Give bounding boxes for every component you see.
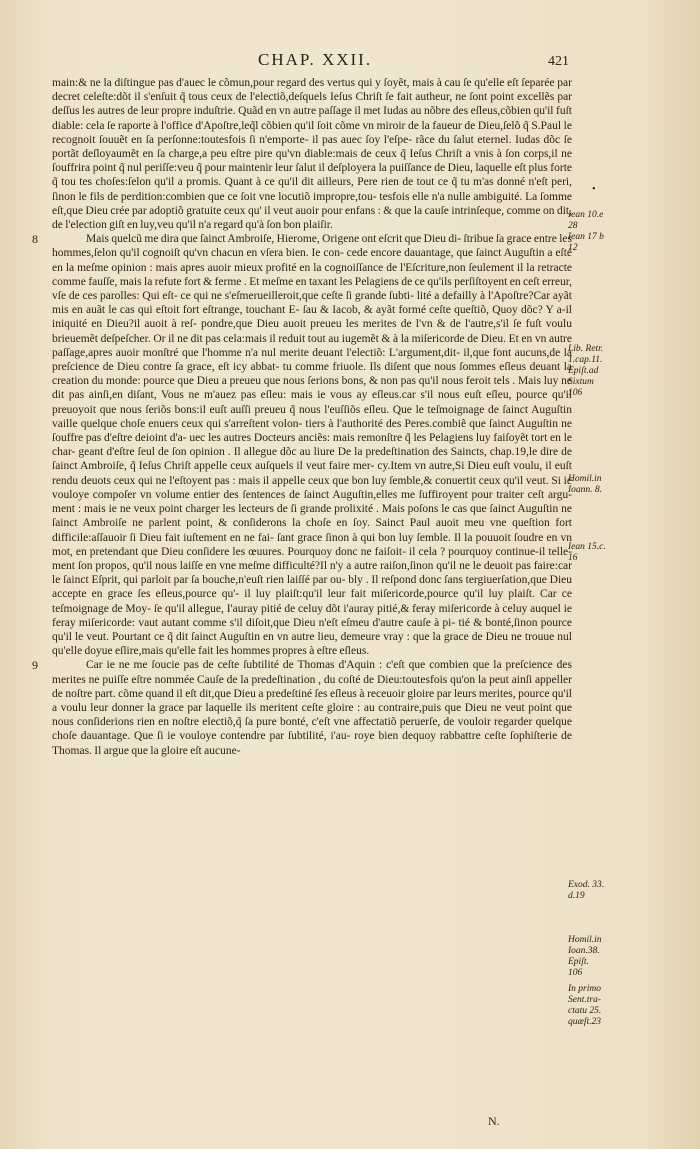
- marginal-note-line: 1.cap.11.: [568, 355, 603, 365]
- marginal-note-line: Exod. 33.: [568, 880, 605, 890]
- marginal-note-line: Iean 17 b: [568, 232, 604, 242]
- marginal-note-line: 28: [568, 221, 578, 231]
- paragraph-number: 9: [32, 658, 38, 673]
- paragraph-text: main:& ne la diſtingue pas d'auec le cõmun,pour regard des vertus qui y ſoyẽt, mais à cau ſe qu'elle eſt ſeparée par decret celeſte:dõt il s'enſuit q̃ tous ceux de l'electiõ,deſquels Ieſus Chriſt ſe fait autheur, ne ſont point excellẽs par deſſus les autres de leur propre induſtrie. Quãd en vn autre paſſage il met Iudas au nõbre des eſleus,cõbien qu'il fuſt diable: cela ſe raporte à l'office d'Apoſtre,leq̃l cõbien qu'il ſoit cõme vn miroir de la faueur de Dieu,ſelõ q̃ S.Paul le recognoit ſouuẽt en ſa perſonne:toutesfois ſi n'emporte- il pas auec ſoy l'eſpe- rãce du ſalut eternel. Iudas dõc ſe portãt deſloyaumẽt en ſa charge,a peu eſtre pire qu'vn diable:mais de ceux q̃ Ieſus Chriſt a vnis à ſon corps,il ne ſouffrira point q̃ nul periſſe:veu q̃ pour maintenir leur ſalut il deſployera la puiſſance de Dieu, laquelle eſt plus forte q̃ tou tes choſes:ſelon qu'il a promis. Quant à ce qu'il dit ailleurs, Pere rien de tout ce q̃ tu m'as donné n'eſt peri, ſinon le fils de perdition:combien que ce ſoit vne locutiõ impropre,tou- tesfois elle n'a nulle ambiguité. La ſomme eſt,que Dieu crée par adoptiõ gratuite ceux qu' il veut auoir pour enfans : & que la cauſe intrinſeque, comme on dit, de l'election giſt en luy,veu qu'il n'a regard qu'à ſon bon plaiſir.: [52, 77, 572, 232]
- marginal-note-line: Sent.tra-: [568, 995, 601, 1005]
- marginal-note-line: quæſt.23: [568, 1017, 601, 1027]
- catchword: N.: [488, 1114, 500, 1128]
- marginal-note-line: Lib. Retr.: [568, 344, 604, 354]
- marginal-note-line: Epiſt.ad: [568, 366, 599, 376]
- running-head: CHAP. XXII.: [258, 50, 373, 69]
- marginal-note: [568, 210, 646, 254]
- marginal-note-line: 12: [568, 243, 578, 253]
- marginal-note-line: Epiſt.: [568, 957, 589, 967]
- paragraph-number: 8: [32, 232, 38, 247]
- page-number: 421: [548, 54, 569, 69]
- marginal-note-line: In primo: [568, 984, 601, 994]
- paragraph-text: Car ie ne me ſoucie pas de ceſte ſubtilité de Thomas d'Aquin : c'eſt que combien que la preſcience des merites ne puiſſe eſtre nommée Cauſe de la predeſtination , du coſté de Dieu:toutesfois qu'on la peut ainſi appeller de noſtre part. cõme quand il eſt dit,que Dieu a predeſtiné ſes eſleus à receuoir gloire par leurs merites, pource qu'il a voulu leur donner la grace par laquelle ils meritent ceſte gloire : au contraire,puis que Dieu ne veut point que nous conſiderions rien en noſtre electiõ,q̃ ſa pure bonté, c'eſt vne affectatiõ peruerſe, de vouloir regarder quelque choſe dauantage. Que ſi ie vouloye contendre par ſubtilité, i'au- roye bien dequoy rabbattre ceſte ſophiſterie de Thomas. Il argue que la gloire eſt aucune-: [52, 659, 572, 757]
- paragraph-9: [32, 658, 572, 757]
- ink-mark: •: [592, 184, 596, 195]
- marginal-note-line: d.19: [568, 891, 585, 901]
- main-text-column: [32, 76, 572, 758]
- marginal-note: [568, 984, 646, 1028]
- marginal-note: [568, 474, 646, 496]
- paragraph-8: [32, 232, 572, 658]
- marginal-note: [568, 344, 646, 399]
- page-header: [0, 50, 700, 72]
- paragraph-text: Mais quelcũ me dira que ſainct Ambroiſe, Hierome, Origene ont eſcrit que Dieu di- ſtribue ſa grace entre les hommes,ſelon qu'il cognoiſt qu'vn chacun en vſera bien. Ie con- cede encore dauantage, que ſainct Auguſtin a eſté en la meſme opinion : mais apres auoir mieux profité en la cognoiſſance de l'Eſcriture,non ſeulement il la retracte comme fauſſe, mais la refute fort & ferme . Et meſme en taxant les Pelagiens de ce qu'ils perſiſtoyent en ceſt erreur, vſe de ces parolles: Qui eſt- ce qui ne s'eſmerueilleroit,que ceſte ſi grande ſubti- lité a defailly à l'Apoſtre?Car ayãt mis en auãt le cas qui eſtoit fort eſtrange, touchant E- ſau & Iacob, & ayãt formé ceſte queſtiõ, Quoy dõc? Y a-il iniquité en Dieu?il auoit à reſ- pondre,que Dieu auoit preueu les merites de l'vn & de l'autre,s'il ſe fuſt voulu brieuemẽt deſpeſcher. Or il ne dit pas cela:mais il reduit tout au iugemẽt & à la miſericorde de Dieu. Et en vn autre paſſage,apres auoir monſtré que l'homme n'a nul merite deuant l'electiõ: L'argument,dit- il,que font aucuns,de la preſcience de Dieu contre ſa grace, eſt icy abbat- tu comme friuole. Ils diſent que nous ſommes eſleus deuant la creation du monde: pource que Dieu a preueu que nous ſerions bons, & non pas qu'il nous feroit tels . Mais luy ne dit pas ainſi,en diſant, Vous ne m'auez pas eſleu: mais ie vous ay eſleus.car s'il nous euſt eſleu, pource qu'il preuoyoit que nous ſeriõs bons:il euſt auſſi preueu q̃ nous l'euſſiõs eſleu. Que le teſmoignage de ſainct Auguſtin vaille quelque choſe enuers ceux qui s'arreſtent volon- tiers à l'authorité des Peres.combiẽ que ſainct Auguſtin ne ſouffre pas d'eſtre deioint d'a- uec les autres Docteurs anciẽs: mais remonſtre q̃ les Pelagiens luy faiſoyẽt tort en le char- geant d'eſtre ſeul de ſon opinion . Il allegue dõc au liure De la predeſtination des Saincts, chap.19,le dire de ſainct Ambroiſe, q̃ Ieſus Chriſt appelle ceux auſquels il veut faire mer- cy.Item vn autre,Si Dieu euſt voulu, il euſt rendu deuots ceux qui ne l'eſtoyent pas : mais il appelle ceux que bon luy ſemble,& conuertit ceux qu'il veut. Si ie vouloye compoſer vn volume entier des ſentences de ſainct Auguſtin,elles me ſuffiroyent pour traiter ceſt argu- ment : mais ie ne veux point charger les lecteurs de ſi grande prolixité . Mais poſons le cas que ſainct Auguſtin ne ſainct Ambroiſe ne parlent point, & conſiderons la choſe en ſoy. Sainct Paul auoit meu vne queſtion fort difficile:aſſauoir ſi Dieu fait iuſtement en ne fai- ſant grace ſinon à qui bon luy ſemble. Il la pouuoit ſoudre en vn mot, en pretendant que Dieu conſidere les œuures. Pourquoy donc ne faiſoit- il cela ? pourquoy continue-il telle- ment ſon propos, qu'il nous laiſſe en vne meſme difficulté?Il n'y a autre raiſon,ſinon qu'il ne le deuoit pas faire:car le ſainct Eſprit, qui parloit par ſa bouche,n'euſt rien laiſſé par ou- bly . Il reſpond donc ſans tergiuerſation,que Dieu accepte en grace ſes eſleus,pource qu'- il luy plaiſt:qu'il leur fait miſericorde,pource qu'il luy plaiſt. Car ce teſmoignage de Moy- ſe qu'il allegue, I'auray pitié de celuy dõt i'auray pitié,& feray miſericorde à celuy auquel ie feray miſericorde: vaut autant comme s'il diſoit,que Dieu n'eſt eſmeu d'autre cauſe à pi- tié & bonté,ſinon pource qu'il le veut. Pourtant ce q̃ dit ſainct Auguſtin en vn autre lieu, demeure vray : que la grace de Dieu ne trouue nul qu'elle doyue eſlire,mais qu'elle fait les hommes propres à eſtre eſleus.: [52, 233, 572, 658]
- marginal-note-line: Ioann. 8.: [568, 485, 603, 495]
- marginal-note-line: Ioan.38.: [568, 946, 600, 956]
- marginal-note-line: Iean 15.c.: [568, 542, 606, 552]
- marginal-note-line: 106: [568, 388, 583, 398]
- marginal-note-line: 106: [568, 968, 583, 978]
- marginal-note: [568, 542, 646, 564]
- marginal-note-line: Homil.in: [568, 935, 602, 945]
- marginal-note-line: ctatu 25.: [568, 1006, 602, 1016]
- marginal-note: [568, 880, 646, 902]
- marginal-note-line: Homil.in: [568, 474, 602, 484]
- marginal-note-line: Iean 10.e: [568, 210, 604, 220]
- marginal-note: [568, 935, 646, 979]
- marginal-note-line: Sixtum: [568, 377, 594, 387]
- paragraph-continuation: [52, 76, 572, 232]
- marginal-note-line: 16: [568, 553, 578, 563]
